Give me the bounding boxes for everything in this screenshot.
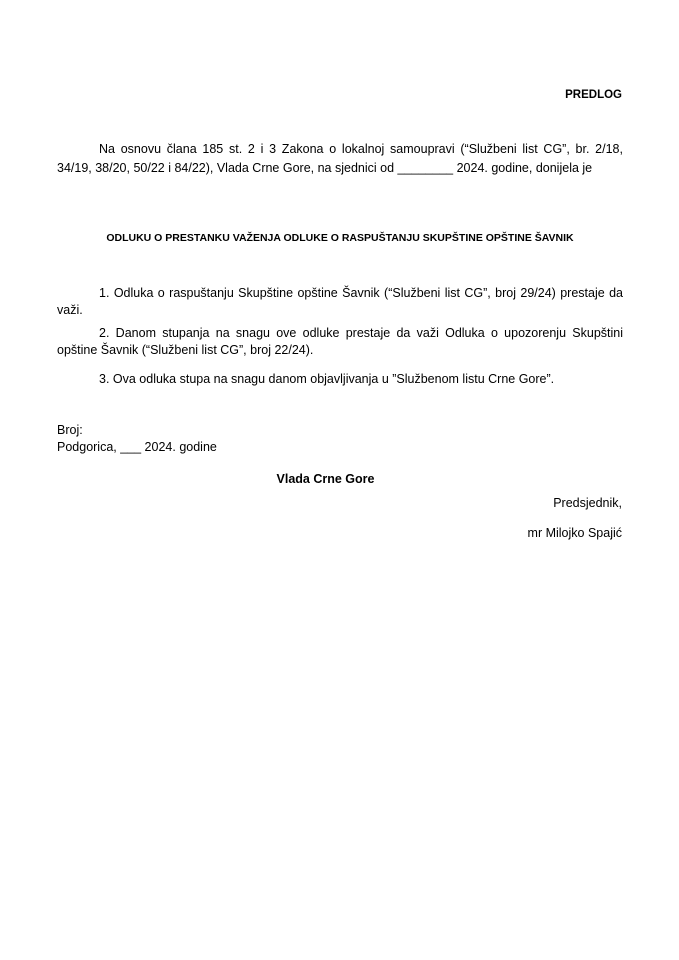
number-label: Broj: xyxy=(57,423,83,437)
place-date: Podgorica, ___ 2024. godine xyxy=(57,440,217,454)
proposal-label: PREDLOG xyxy=(565,89,622,101)
intro-paragraph: Na osnovu člana 185 st. 2 i 3 Zakona o lokalnoj samoupravi (“Službeni list CG”, br. 2/18, 34/19, 38/20, 50/22 i 84/22), Vlada Crne Gore, na sjednici od ________ 2024. godine, donijela je xyxy=(57,142,623,175)
article-3: 3. Ova odluka stupa na snagu danom objavljivanja u ”Službenom listu Crne Gore”. xyxy=(99,372,555,386)
president-name: mr Milojko Spajić xyxy=(527,526,622,540)
decision-title: ODLUKU O PRESTANKU VAŽENJA ODLUKE O RASPUŠTANJU SKUPŠTINE OPŠTINE ŠAVNIK xyxy=(106,232,574,244)
article-2: 2. Danom stupanja na snagu ove odluke prestaje da važi Odluka o upozorenju Skupštini opštine Šavnik (“Službeni list CG”, broj 22/24). xyxy=(57,326,623,357)
article-1: 1. Odluka o raspuštanju Skupštine opštine Šavnik (“Službeni list CG”, broj 29/24) prestaje da važi. xyxy=(57,286,623,317)
government-name: Vlada Crne Gore xyxy=(276,472,375,486)
president-title: Predsjednik, xyxy=(553,496,622,510)
